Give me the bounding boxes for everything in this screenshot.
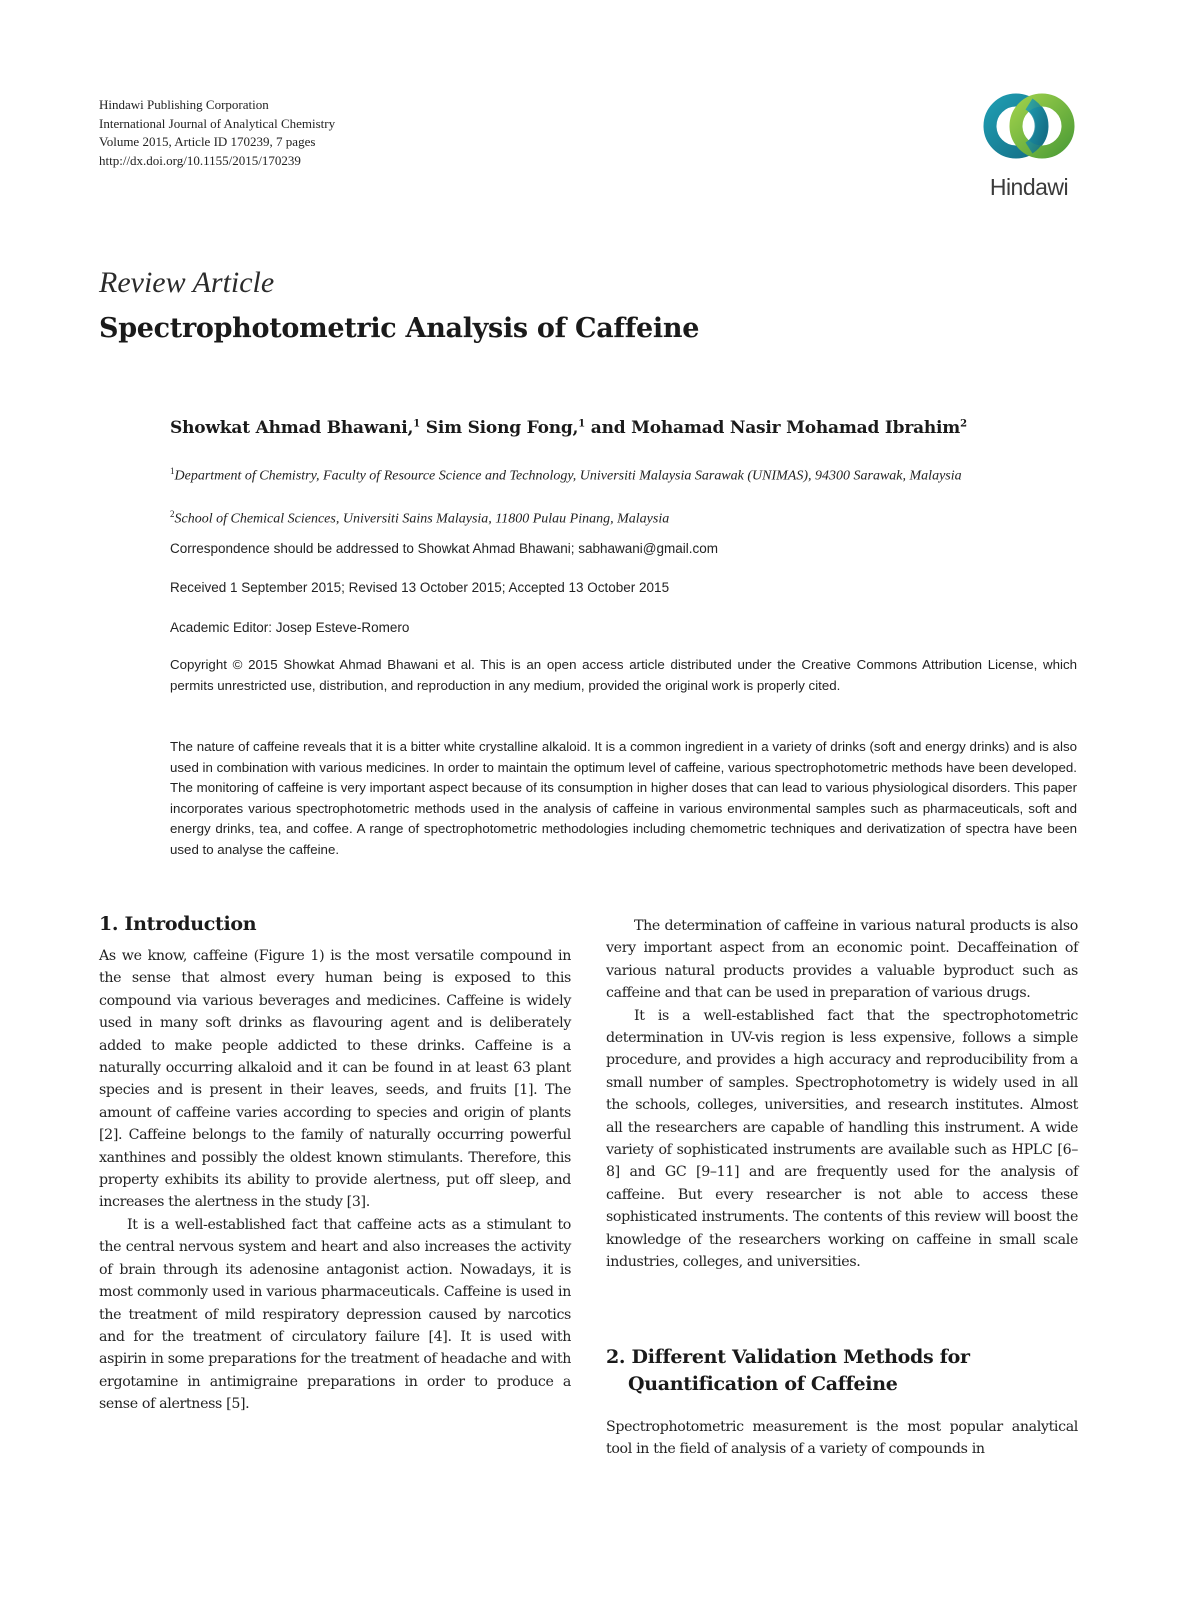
copyright-notice: Copyright © 2015 Showkat Ahmad Bhawani et al. This is an open access article distributed under the Creative Commons Attribution License, which permits unrestricted use, distribution, and reproduction in any medium, provided the original work is properly cited.: [170, 657, 1077, 693]
body-paragraph: As we know, caffeine (Figure 1) is the most versatile compound in the sense that almost every human being is exposed to this compound via various beverages and medicines. Caffeine is widely used in many soft drinks as flavouring agent and is deliberately added to make people addicted to these drinks. Caffeine is a naturally occurring alkaloid and it can be found in at least 63 plant species and is present in their leaves, seeds, and fruits [1]. The amount of caffeine varies according to species and origin of plants [2]. Caffeine belongs to the family of naturally occurring powerful xanthines and possibly the oldest known stimulants. Therefore, this property exhibits its ability to provide alertness, put off sleep, and increases the alertness in the study [3].: [99, 948, 571, 1211]
article-title: Spectrophotometric Analysis of Caffeine: [99, 313, 700, 344]
author-affiliation-mark: 2: [960, 418, 967, 430]
article-type: Review Article: [99, 266, 275, 299]
doi-link[interactable]: http://dx.doi.org/10.1155/2015/170239: [99, 152, 301, 168]
author-name: and Mohamad Nasir Mohamad Ibrahim: [585, 418, 961, 438]
affiliation-text: School of Chemical Sciences, Universiti Sains Malaysia, 11800 Pulau Pinang, Malaysia: [174, 511, 670, 527]
affiliation: [170, 461, 990, 487]
publisher-name: Hindawi Publishing Corporation: [99, 97, 269, 112]
section-heading-line: Quantification of Caffeine: [628, 1373, 898, 1395]
affiliation-text: Department of Chemistry, Faculty of Resource Science and Technology, Universiti Malaysia Sarawak (UNIMAS), 94300 Sarawak, Malaysia: [174, 468, 962, 484]
author-name: Showkat Ahmad Bhawani,: [170, 418, 414, 438]
author-name: Sim Siong Fong,: [420, 418, 579, 438]
volume-info: Volume 2015, Article ID 170239, 7 pages: [99, 134, 316, 149]
right-column-section-2: [606, 1416, 1078, 1461]
body-paragraph: Spectrophotometric measurement is the most popular analytical tool in the field of analysis of a variety of compounds in: [606, 1419, 1078, 1458]
publication-dates: Received 1 September 2015; Revised 13 October 2015; Accepted 13 October 2015: [170, 580, 670, 595]
affiliation-mark: 1: [170, 466, 175, 476]
right-column: [606, 915, 1078, 1274]
journal-header: [99, 96, 519, 170]
correspondence: Correspondence should be addressed to Showkat Ahmad Bhawani; sabhawani@gmail.com: [170, 541, 719, 556]
body-paragraph: It is a well-established fact that the spectrophotometric determination in UV-vis region is less expensive, follows a simple procedure, and provides a high accuracy and reproducibility from a small number of samples. Spectrophotometry is widely used in all the schools, colleges, universities, and research institutes. Almost all the researchers are capable of handling this instrument. A wide variety of sophisticated instruments are available such as HPLC [6–8] and GC [9–11] and are frequently used for the analysis of caffeine. But every researcher is not able to access these sophisticated instruments. The contents of this review will boost the knowledge of the researchers working on caffeine in small scale industries, colleges, and universities.: [606, 1007, 1078, 1271]
academic-editor: Academic Editor: Josep Esteve-Romero: [170, 620, 410, 635]
section-heading-validation-methods: [606, 1344, 970, 1398]
body-paragraph: It is a well-established fact that caffeine acts as a stimulant to the central nervous system and heart and also increases the activity of brain through its adenosine antagonist action. Nowadays, it is most commonly used in various pharmaceuticals. Caffeine is used in the treatment of mild respiratory depression caused by narcotics and for the treatment of circulatory failure [4]. It is used with aspirin in some preparations for the treatment of headache and with ergotamine in antimigraine preparations in order to produce a sense of alertness [5].: [99, 1216, 571, 1413]
hindawi-logo-text: Hindawi: [989, 174, 1069, 200]
author-list: [170, 418, 967, 438]
section-heading-introduction: 1. Introduction: [99, 913, 257, 935]
affiliation-mark: 2: [170, 509, 175, 519]
affiliation: [170, 504, 669, 530]
journal-name: International Journal of Analytical Chemistry: [99, 115, 336, 131]
abstract: The nature of caffeine reveals that it is a bitter white crystalline alkaloid. It is a common ingredient in a variety of drinks (soft and energy drinks) and is also used in combination with various medicines. In order to maintain the optimum level of caffeine, various spectrophotometric methods have been developed. The monitoring of caffeine is very important aspect because of its consumption in higher doses that can lead to various physiological disorders. This paper incorporates various spectrophotometric methods used in the analysis of caffeine in various environmental samples such as pharmaceuticals, soft and energy drinks, tea, and coffee. A range of spectrophotometric methodologies including chemometric techniques and derivatization of spectra have been used to analyse the caffeine.: [170, 739, 1077, 857]
left-column: [99, 945, 571, 1416]
section-heading-line: 2. Different Validation Methods for: [606, 1346, 970, 1368]
author-affiliation-mark: 1: [413, 418, 421, 430]
body-paragraph: The determination of caffeine in various natural products is also very important aspect from an economic point. Decaffeination of various natural products provides a valuable byproduct such as caffeine and that can be used in preparation of various drugs.: [606, 918, 1078, 1002]
author-affiliation-mark: 1: [578, 418, 586, 430]
